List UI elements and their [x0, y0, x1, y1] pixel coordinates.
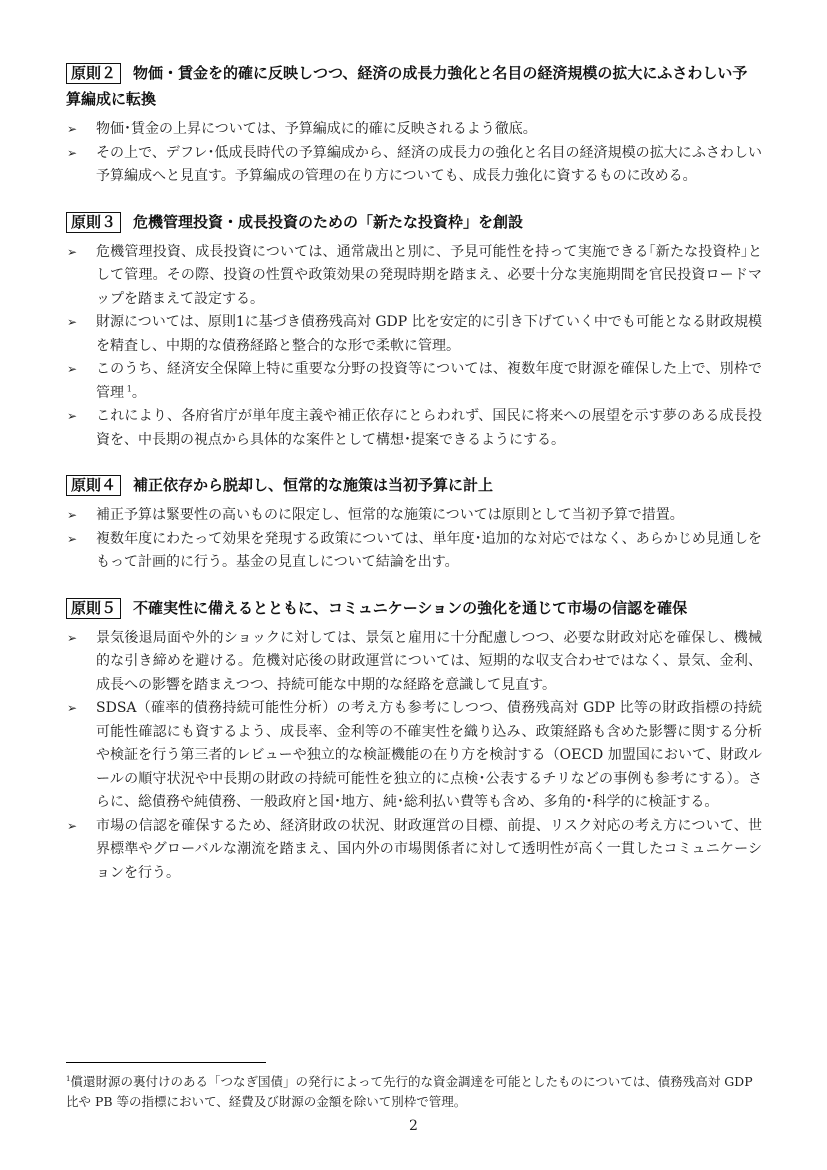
section-principle-2	[66, 60, 762, 189]
principle-label: 原則４	[66, 475, 121, 496]
bullet-text: その上で、デフレ･低成長時代の予算編成から、経済の成長力の強化と名目の経済規模の拡大にふさわしい予算編成へと見直す。予算編成の管理の在り方についても、成長力強化に資するものに改める。	[96, 144, 762, 184]
bullet-text: SDSA（確率的債務持続可能性分析）の考え方も参考にしつつ、債務残高対 GDP 比等の財政指標の持続可能性確認にも資するよう、成長率、金利等の不確実性を織り込み、政策経路も含めた影響に関する分析や検証を行う第三者的レビューや独立的な検証機能の在り方を検討する（OECD 加盟国において、財政ルールの順守状況や中長期の財政の持続可能性を独立的に点検･公表するチリなどの事例も参考にする）。さらに、総債務や純債務、一般政府と国･地方、純･総利払い費等も含め、多角的･科学的に検証する。	[96, 700, 762, 810]
arrow-bullet-icon: ➢	[67, 818, 78, 833]
list-item	[66, 241, 762, 312]
footnote-marker: 1	[66, 1074, 71, 1083]
page-number: 2	[409, 1118, 418, 1134]
bullet-text: 景気後退局面や外的ショックに対しては、景気と雇用に十分配慮しつつ、必要な財政対応を確保し、機械的な引き締めを避ける。危機対応後の財政運営については、短期的な収支合わせではなく、景気、金利、成長への影響を踏まえつつ、持続可能な中期的な経路を意識して見直す。	[96, 629, 762, 693]
bullet-text: 複数年度にわたって効果を発現する政策については、単年度･追加的な対応ではなく、あらかじめ見通しをもって計画的に行う。基金の見直しについて結論を出す。	[96, 530, 762, 570]
arrow-bullet-icon: ➢	[67, 409, 78, 423]
section-heading	[66, 209, 762, 235]
principle-label: 原則３	[66, 212, 121, 233]
bullet-list	[66, 627, 762, 886]
arrow-bullet-icon: ➢	[67, 315, 78, 329]
section-principle-5	[66, 595, 762, 886]
section-heading	[66, 595, 762, 621]
footnote-reference[interactable]: 1	[126, 383, 132, 393]
section-principle-4	[66, 472, 762, 575]
arrow-bullet-icon: ➢	[67, 508, 78, 522]
list-item	[66, 118, 762, 142]
section-heading	[66, 60, 762, 112]
list-item	[66, 358, 762, 405]
bullet-text: 市場の信認を確保するため、経済財政の状況、財政運営の目標、前提、リスク対応の考え方について、世界標準やグローバルな潮流を踏まえ、国内外の市場関係者に対して透明性が高く一貫したコミュニケーションを行う。	[96, 817, 762, 881]
document-body	[66, 60, 762, 905]
footnote-divider	[66, 1062, 266, 1063]
section-title: 物価・賃金を的確に反映しつつ、経済の成長力強化と名目の経済規模の拡大にふさわしい予算編成に転換	[66, 64, 748, 108]
list-item	[66, 815, 762, 886]
footnote	[66, 1072, 762, 1112]
arrow-bullet-icon: ➢	[67, 630, 78, 645]
bullet-list	[66, 504, 762, 575]
bullet-text-end: 。	[131, 384, 146, 401]
bullet-text: このうち、経済安全保障上特に重要な分野の投資等については、複数年度で財源を確保した上で、別枠で管理	[96, 361, 762, 401]
bullet-text: 財源については、原則1に基づき債務残高対 GDP 比を安定的に引き下げていく中でも可能となる財政規模を精査し、中期的な債務経路と整合的な形で柔軟に管理。	[96, 314, 762, 354]
section-title: 不確実性に備えるとともに、コミュニケーションの強化を通じて市場の信認を確保	[133, 598, 688, 617]
arrow-bullet-icon: ➢	[67, 145, 78, 160]
section-heading	[66, 472, 762, 498]
list-item	[66, 311, 762, 358]
bullet-text: 危機管理投資、成長投資については、通常歳出と別に、予見可能性を持って実施できる｢新たな投資枠｣として管理。その際、投資の性質や政策効果の発現時期を踏まえ、必要十分な実施期間を官民投資ロードマップを踏まえて設定する。	[96, 243, 762, 307]
list-item	[66, 142, 762, 189]
arrow-bullet-icon: ➢	[67, 701, 78, 715]
list-item	[66, 528, 762, 575]
principle-label: 原則２	[66, 63, 121, 84]
bullet-text: 補正予算は緊要性の高いものに限定し、恒常的な施策については原則として当初予算で措置。	[96, 507, 684, 523]
list-item	[66, 405, 762, 452]
arrow-bullet-icon: ➢	[67, 531, 78, 546]
bullet-list	[66, 241, 762, 453]
section-title: 危機管理投資・成長投資のための「新たな投資枠」を創設	[133, 212, 524, 231]
list-item	[66, 627, 762, 698]
footnote-text: 償還財源の裏付けのある「つなぎ国債」の発行によって先行的な資金調達を可能としたものについては、債務残高対 GDP 比や PB 等の指標において、経費及び財源の金額を除いて別枠で管理。	[66, 1074, 753, 1109]
arrow-bullet-icon: ➢	[67, 244, 78, 259]
arrow-bullet-icon: ➢	[67, 362, 78, 376]
principle-label: 原則５	[66, 598, 121, 619]
bullet-list	[66, 118, 762, 189]
list-item	[66, 697, 762, 815]
arrow-bullet-icon: ➢	[67, 122, 78, 136]
bullet-text: これにより、各府省庁が単年度主義や補正依存にとらわれず、国民に将来への展望を示す夢のある成長投資を、中長期の視点から具体的な案件として構想･提案できるようにする。	[96, 408, 762, 448]
section-principle-3	[66, 209, 762, 453]
bullet-text: 物価･賃金の上昇については、予算編成に的確に反映されるよう徹底。	[96, 121, 537, 137]
list-item	[66, 504, 762, 528]
section-title: 補正依存から脱却し、恒常的な施策は当初予算に計上	[133, 476, 494, 494]
